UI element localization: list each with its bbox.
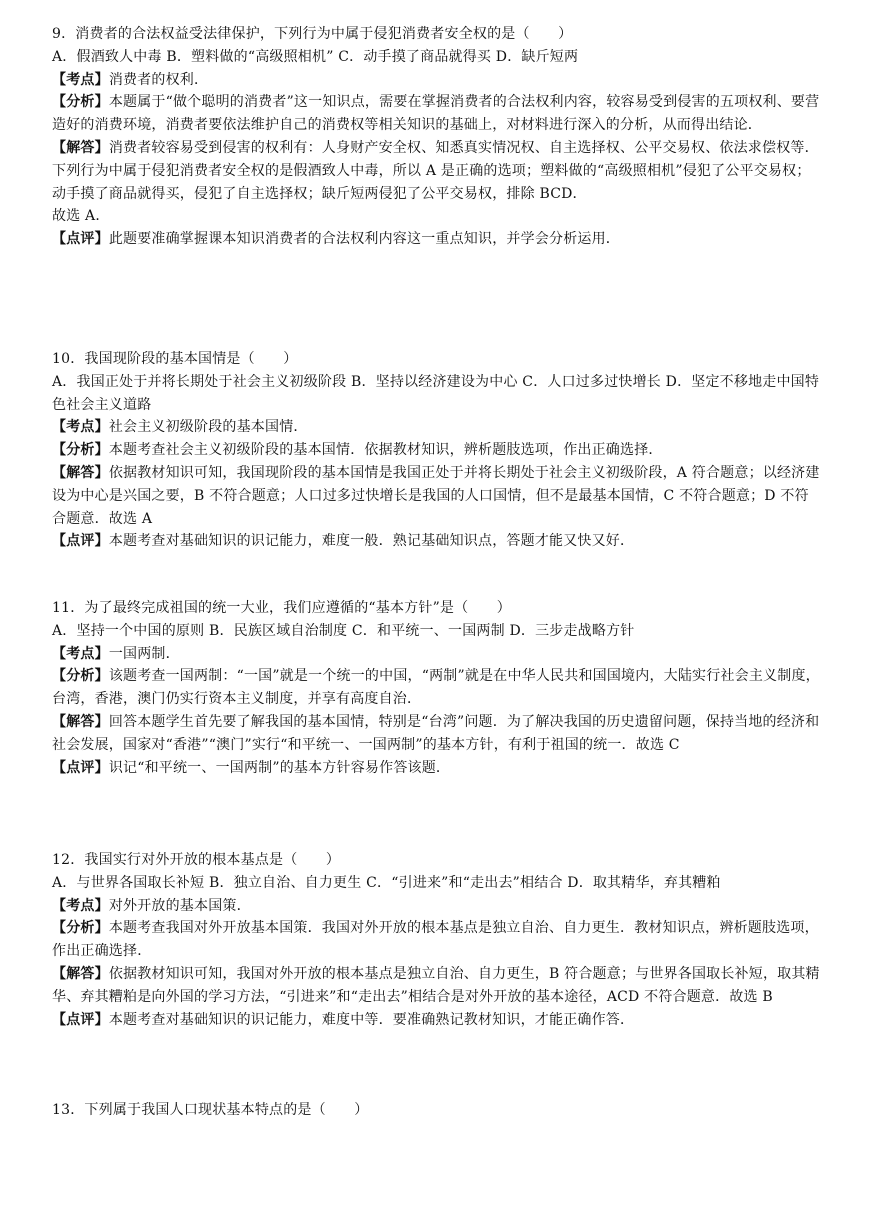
kaodian-tag: 【考点】 — [52, 419, 109, 436]
question-stem: 10．我国现阶段的基本国情是（ ） — [52, 351, 298, 367]
dianping-tag: 【点评】 — [52, 759, 109, 776]
question-11 — [52, 597, 820, 779]
kaodian-section — [52, 416, 820, 439]
question-options: A．假酒致人中毒 B．塑料做的“高级照相机” C．动手摸了商品就得买 D．缺斤短两 — [52, 48, 579, 65]
fenxi-tag: 【分析】 — [52, 94, 109, 111]
fenxi-tag: 【分析】 — [52, 920, 109, 937]
question-10 — [52, 348, 820, 553]
dianping-section — [52, 757, 820, 780]
dianping-tag: 【点评】 — [52, 231, 109, 248]
jieda-section — [52, 462, 820, 530]
fenxi-text: 本题考查我国对外开放基本国策．我国对外开放的根本基点是独立自治、自力更生．教材知识点，辨析题肢选项，作出正确选择． — [52, 920, 819, 960]
jieda-tag: 【解答】 — [52, 965, 109, 982]
question-stem: 9．消费者的合法权益受法律保护，下列行为中属于侵犯消费者安全权的是（ ） — [52, 26, 573, 42]
kaodian-text: 消费者的权利． — [108, 71, 209, 88]
fenxi-text: 本题考查社会主义初级阶段的基本国情．依据教材知识，辨析题肢选项，作出正确选择． — [108, 442, 663, 459]
fenxi-tag: 【分析】 — [52, 442, 109, 459]
jieda-section — [52, 963, 820, 1009]
fenxi-section — [52, 91, 820, 137]
question-options: A．我国正处于并将长期处于社会主义初级阶段 B．坚持以经济建设为中心 C．人口过多过快增长 D．坚定不移地走中国特色社会主义道路 — [52, 373, 820, 413]
kaodian-tag: 【考点】 — [52, 645, 109, 662]
jieda-tag: 【解答】 — [52, 139, 109, 156]
jieda-section — [52, 711, 820, 757]
kaodian-text: 对外开放的基本国策． — [108, 897, 251, 914]
kaodian-text: 社会主义初级阶段的基本国情． — [108, 419, 308, 436]
question-options: A．与世界各国取长补短 B．独立自治、自力更生 C．“引进来”和“走出去”相结合 D．取其精华，弃其糟粕 — [52, 874, 721, 891]
fenxi-tag: 【分析】 — [52, 668, 109, 685]
dianping-section — [52, 228, 820, 251]
fenxi-section — [52, 917, 820, 963]
question-stem: 13．下列属于我国人口现状基本特点的是（ ） — [52, 1102, 369, 1118]
question-9 — [52, 23, 820, 251]
jieda-text: 依据教材知识可知，我国对外开放的根本基点是独立自治、自力更生，B 符合题意；与世界各国取长补短，取其精华、弃其糟粕是向外国的学习方法，“引进来”和“走出去”相结合是对外开放的基本途径，ACD 不符合题意．故选 B — [52, 965, 820, 1005]
answer-conclusion: 故选 A． — [52, 208, 110, 225]
question-stem: 11．为了最终完成祖国的统一大业，我们应遵循的“基本方针”是（ ） — [52, 600, 511, 616]
dianping-tag: 【点评】 — [52, 533, 109, 550]
jieda-section — [52, 137, 820, 205]
kaodian-tag: 【考点】 — [52, 897, 109, 914]
fenxi-section — [52, 665, 820, 711]
fenxi-text: 本题属于“做个聪明的消费者”这一知识点，需要在掌握消费者的合法权利内容，较容易受到侵害的五项权利、要营造好的消费环境，消费者要依法维护自己的消费权等相关知识的基础上，对材料进行深入的分析，从而得出结论． — [52, 94, 820, 134]
dianping-section — [52, 1009, 820, 1032]
dianping-text: 本题考查对基础知识的识记能力，难度一般．熟记基础知识点，答题才能又快又好． — [108, 533, 635, 550]
kaodian-text: 一国两制． — [108, 645, 180, 662]
question-12 — [52, 849, 820, 1031]
question-stem: 12．我国实行对外开放的根本基点是（ ） — [52, 852, 341, 868]
dianping-tag: 【点评】 — [52, 1011, 109, 1028]
dianping-text: 本题考查对基础知识的识记能力，难度中等．要准确熟记教材知识，才能正确作答． — [108, 1011, 635, 1028]
dianping-text: 识记“和平统一、一国两制”的基本方针容易作答该题． — [108, 759, 451, 776]
jieda-tag: 【解答】 — [52, 464, 109, 481]
kaodian-section — [52, 895, 820, 918]
jieda-text: 依据教材知识可知，我国现阶段的基本国情是我国正处于并将长期处于社会主义初级阶段，A 符合题意；以经济建设为中心是兴国之要，B 不符合题意；人口过多过快增长是我国的人口国情，但不是最基本国情，C 不符合题意；D 不符合题意．故选 A — [52, 464, 820, 527]
jieda-text: 回答本题学生首先要了解我国的基本国情，特别是“台湾”问题．为了解决我国的历史遗留问题，保持当地的经济和社会发展，国家对“香港”“澳门”实行“和平统一、一国两制”的基本方针，有利于祖国的统一．故选 C — [52, 713, 820, 753]
jieda-text: 消费者较容易受到侵害的权利有：人身财产安全权、知悉真实情况权、自主选择权、公平交易权、依法求偿权等．下列行为中属于侵犯消费者安全权的是假酒致人中毒，所以 A 是正确的选项；塑料做的“高级照相机”侵犯了公平交易权；动手摸了商品就得买，侵犯了自主选择权；缺斤短两侵犯了公平交易权，排除 BCD． — [52, 139, 819, 202]
kaodian-tag: 【考点】 — [52, 71, 109, 88]
question-options: A．坚持一个中国的原则 B．民族区域自治制度 C．和平统一、一国两制 D．三步走战略方针 — [52, 622, 635, 639]
fenxi-section — [52, 439, 820, 462]
dianping-text: 此题要准确掌握课本知识消费者的合法权利内容这一重点知识，并学会分析运用． — [108, 231, 621, 248]
kaodian-section — [52, 69, 820, 92]
jieda-tag: 【解答】 — [52, 713, 109, 730]
dianping-section — [52, 530, 820, 553]
question-13 — [52, 1099, 820, 1122]
fenxi-text: 该题考查一国两制：“一国”就是一个统一的中国，“两制”就是在中华人民共和国国境内，大陆实行社会主义制度，台湾，香港，澳门仍实行资本主义制度，并享有高度自治． — [52, 668, 820, 708]
kaodian-section — [52, 643, 820, 666]
